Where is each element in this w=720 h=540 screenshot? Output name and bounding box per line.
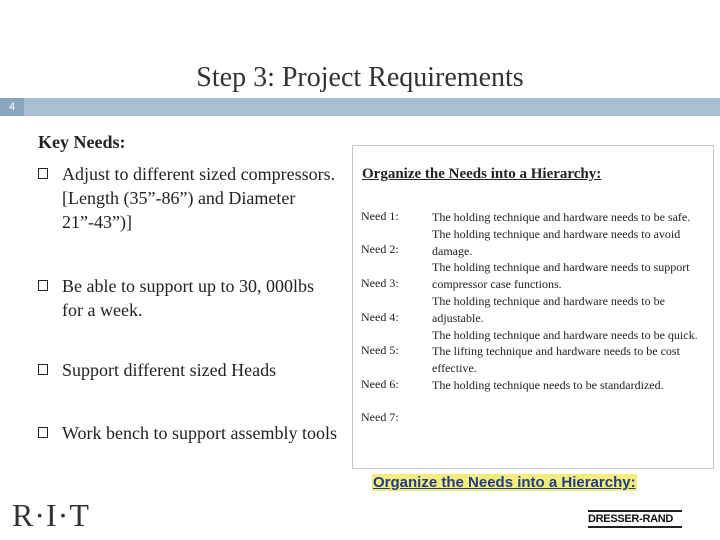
need-description: The holding technique and hardware needs to be safe.	[432, 210, 691, 224]
need-label: Need 7:	[361, 410, 399, 424]
rit-logo: R·I·T	[12, 497, 90, 533]
need-description: The holding technique and hardware needs to avoid damage.	[432, 226, 681, 258]
need-label: Need 4:	[361, 310, 399, 324]
logo-rule	[588, 510, 682, 512]
need-label: Need 1:	[361, 209, 399, 223]
need-label: Need 3:	[361, 276, 399, 290]
slide-title: Step 3: Project Requirements	[196, 62, 524, 93]
key-needs-heading: Key Needs:	[38, 132, 126, 152]
slide-number: 4	[0, 98, 24, 116]
logo-rule	[588, 526, 682, 528]
bullet-text: Work bench to support assembly tools	[62, 423, 338, 443]
bullet-item	[38, 421, 338, 445]
bullet-item	[38, 274, 338, 322]
hierarchy-caption: Organize the Needs into a Hierarchy:	[373, 474, 636, 491]
dresser-rand-wordmark: DRESSER-RAND	[588, 513, 674, 525]
square-bullet-icon	[38, 427, 48, 438]
bullet-item	[38, 358, 338, 382]
need-description: The lifting technique and hardware needs to be cost effective.	[432, 344, 680, 376]
need-label: Need 5:	[361, 343, 399, 357]
bullet-text: Support different sized Heads	[62, 360, 277, 380]
need-description: The holding technique needs to be standardized.	[432, 377, 664, 392]
square-bullet-icon	[38, 280, 48, 291]
bullet-text: Be able to support up to 30, 000lbs for a week.	[62, 276, 314, 320]
need-label: Need 2:	[361, 242, 399, 256]
square-bullet-icon	[38, 168, 48, 179]
needs-description-block	[432, 209, 704, 394]
need-description: The holding technique and hardware needs to support compressor case functions.	[432, 260, 690, 292]
need-label: Need 6:	[361, 377, 399, 391]
bullet-item	[38, 162, 338, 234]
header-band	[0, 98, 720, 116]
dresser-rand-logo	[588, 510, 682, 528]
need-description: The holding technique and hardware needs to be adjustable.	[432, 293, 665, 325]
square-bullet-icon	[38, 364, 48, 375]
hierarchy-heading: Organize the Needs into a Hierarchy:	[362, 166, 602, 182]
need-description: The holding technique and hardware needs to be quick.	[432, 327, 698, 342]
bullet-text: Adjust to different sized compressors. [Length (35”-86”) and Diameter 21”-43”)]	[62, 164, 336, 232]
